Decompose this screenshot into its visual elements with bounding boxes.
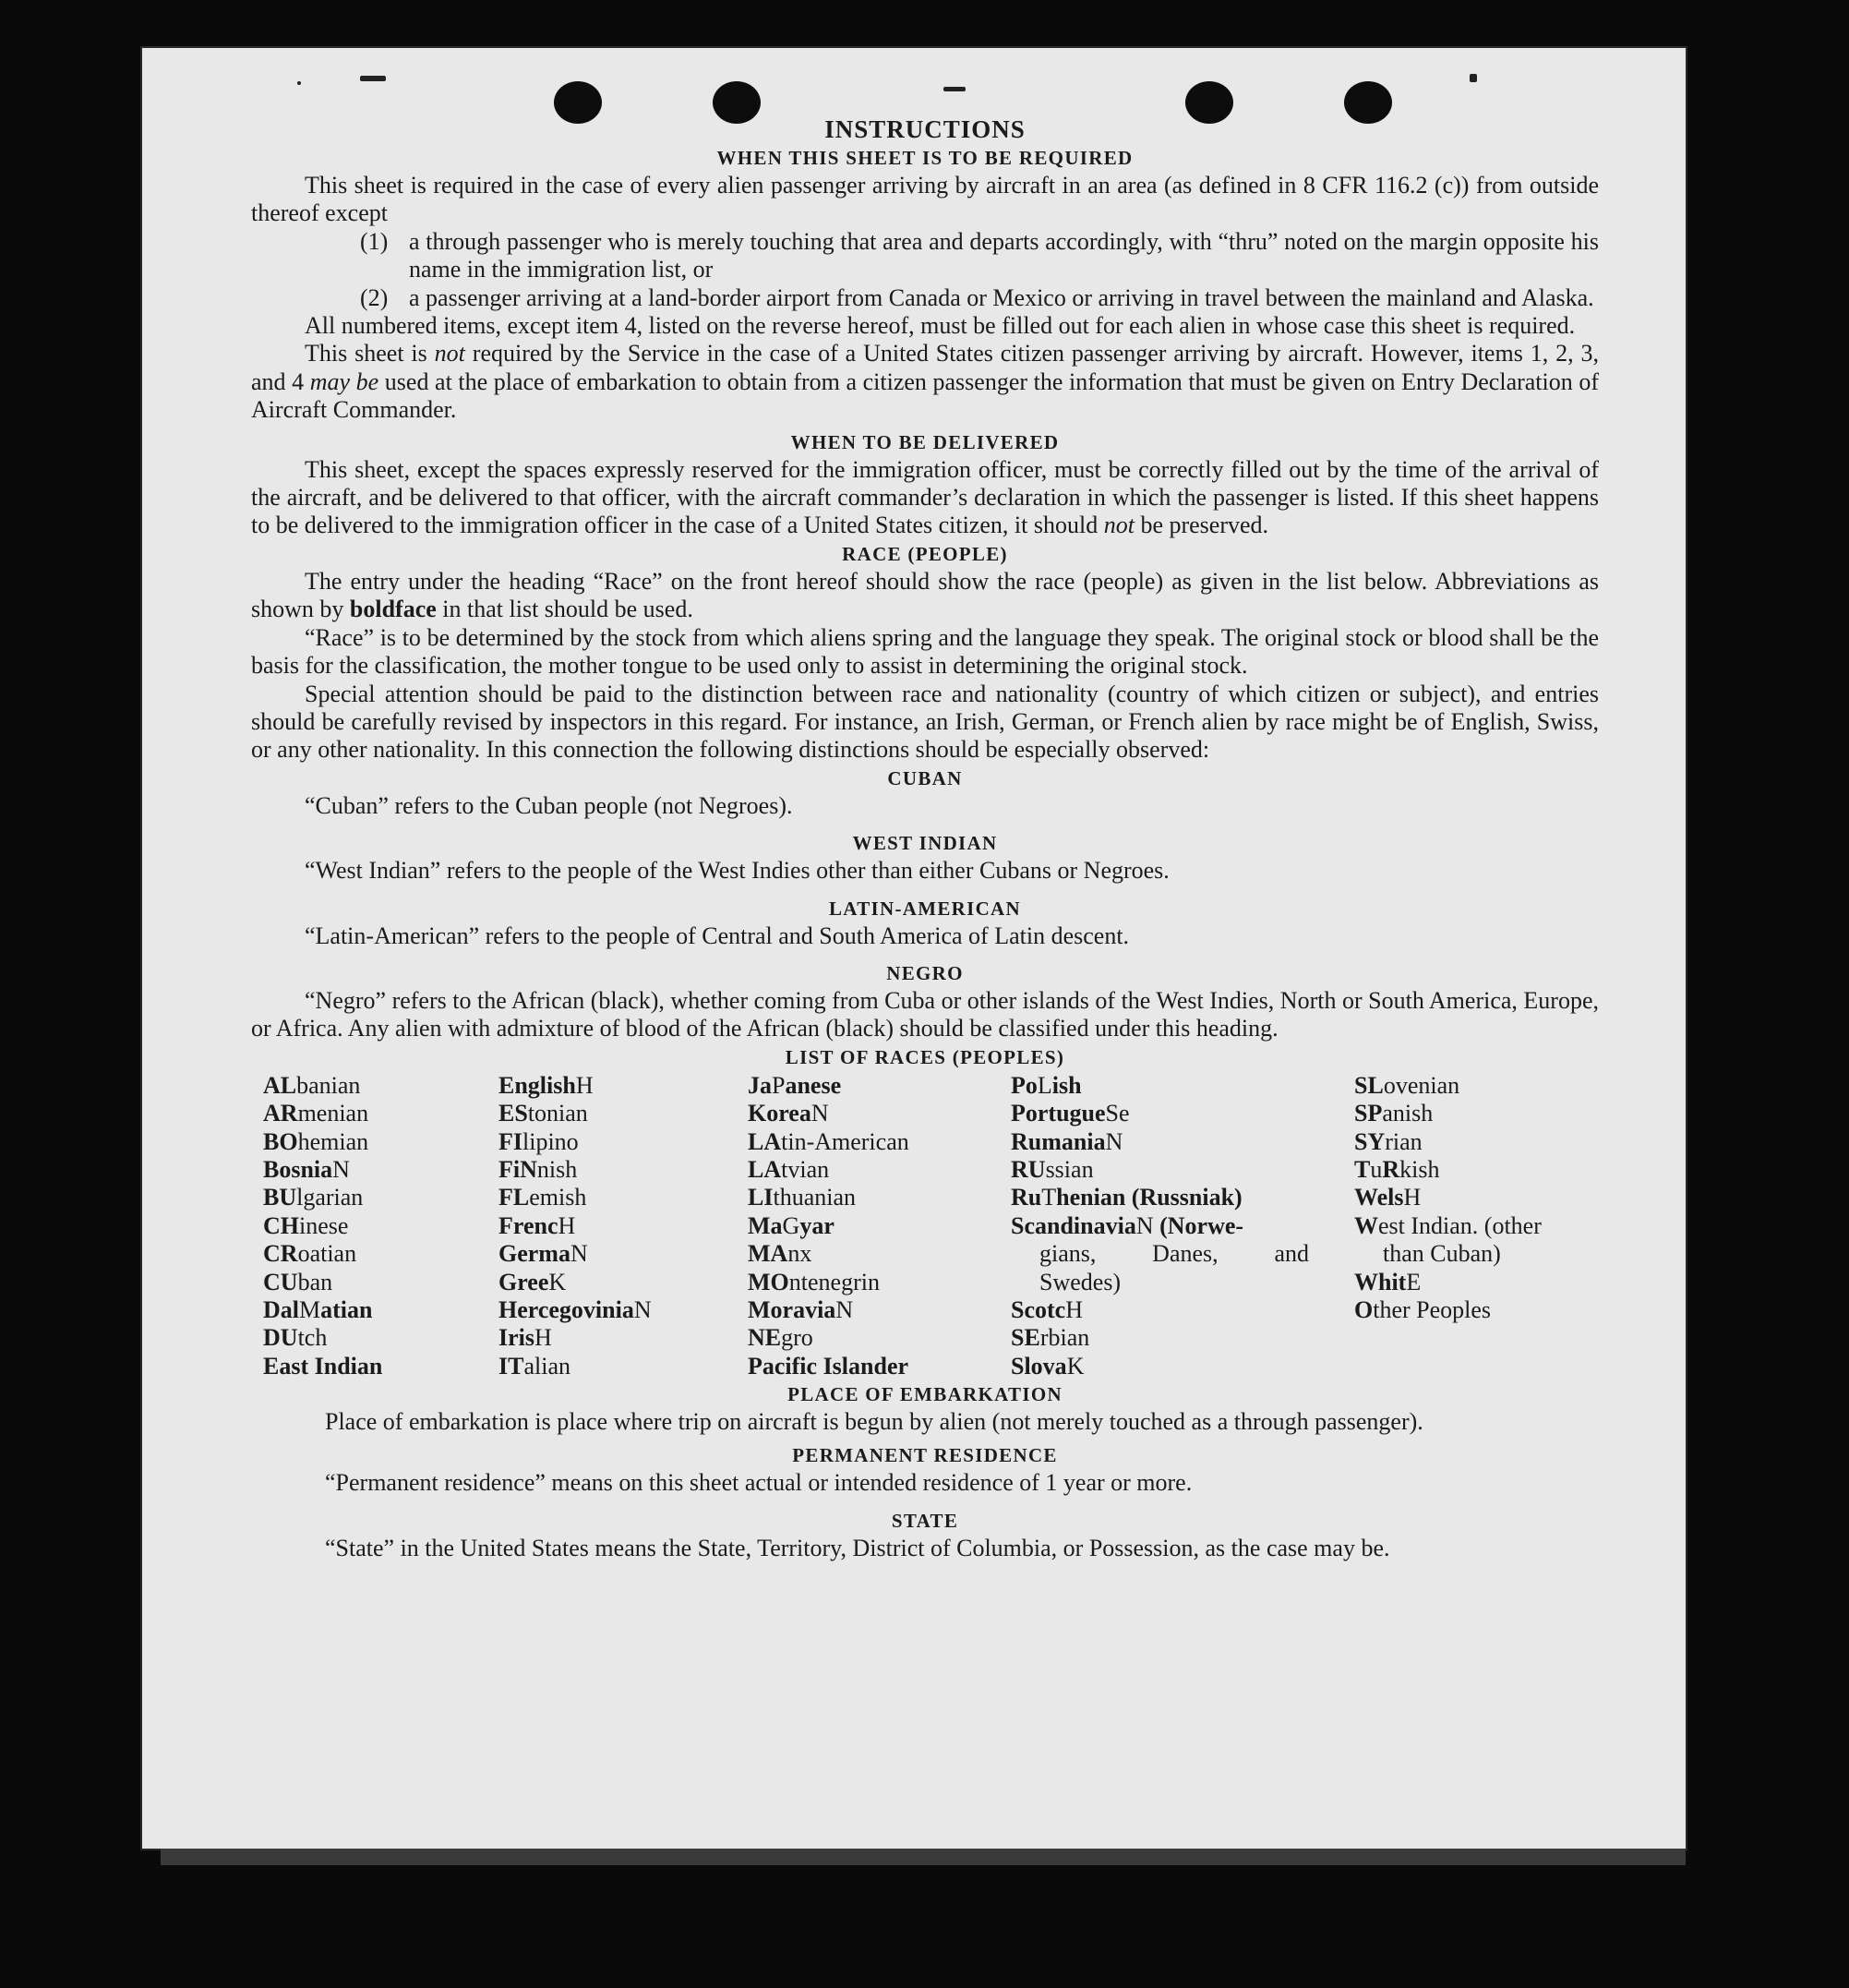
race-entry bbox=[263, 1184, 382, 1211]
races-column bbox=[1354, 1072, 1542, 1325]
smudge-mark bbox=[943, 87, 966, 91]
race-entry bbox=[1011, 1269, 1309, 1296]
race-abbrev: SY bbox=[1354, 1127, 1386, 1155]
race-entry bbox=[1011, 1072, 1309, 1100]
race-abbrev: CR bbox=[263, 1240, 298, 1268]
race-entry bbox=[1354, 1240, 1542, 1268]
race-entry bbox=[748, 1072, 909, 1100]
emphasis: not bbox=[434, 340, 465, 367]
paragraph: This sheet is required in the case of every alien passenger arriving by aircraft in an area (as defined in 8 CFR 116.2 (c)) from outside thereof except bbox=[251, 172, 1599, 227]
paragraph: “Latin-American” refers to the people of Central and South America of Latin descent. bbox=[305, 922, 1130, 949]
race-entry bbox=[1011, 1296, 1309, 1324]
race-abbrev: CH bbox=[263, 1211, 299, 1239]
smudge-mark bbox=[360, 76, 386, 81]
race-abbrev: DU bbox=[263, 1324, 298, 1352]
section-heading: WHEN TO BE DELIVERED bbox=[790, 430, 1060, 453]
text-run: This sheet, except the spaces expressly reserved for the immigration officer, must be correctly filled out by the time of the arrival of the aircraft, and be delivered to that officer, with the aircraft commander’s declaration in which the passenger is listed. If this sheet happens to be delivered to the immigration officer in the case of a United States citizen, it should bbox=[251, 455, 1599, 539]
race-entry bbox=[748, 1324, 909, 1352]
paragraph: “Negro” refers to the African (black), whether coming from Cuba or other islands of the West Indies, North or South America, Europe, or Africa. Any alien with admixture of blood of the African (black) should be classified under this heading. bbox=[251, 986, 1599, 1042]
race-abbrev: Portugue bbox=[1011, 1100, 1106, 1127]
race-entry bbox=[498, 1353, 652, 1380]
race-text: N bbox=[570, 1240, 588, 1268]
section-heading: WHEN THIS SHEET IS TO BE REQUIRED bbox=[716, 147, 1134, 169]
race-text: oatian bbox=[297, 1240, 357, 1268]
race-entry bbox=[1354, 1296, 1542, 1324]
race-abbrev: BO bbox=[263, 1127, 298, 1155]
race-text: anish bbox=[1382, 1100, 1434, 1127]
race-entry bbox=[498, 1100, 652, 1127]
race-entry bbox=[498, 1240, 652, 1268]
race-abbrev: ish bbox=[1051, 1071, 1082, 1099]
paragraph: All numbered items, except item 4, listed on the reverse hereof, must be filled out for each alien in whose case this sheet is required. bbox=[305, 312, 1576, 340]
race-abbrev: Gree bbox=[498, 1268, 549, 1295]
races-column bbox=[263, 1072, 382, 1380]
race-text: rbian bbox=[1039, 1324, 1090, 1352]
race-abbrev: atian bbox=[320, 1296, 373, 1323]
race-entry bbox=[263, 1128, 382, 1156]
item-number: (2) bbox=[360, 283, 389, 311]
race-abbrev: Ja bbox=[748, 1071, 772, 1099]
race-text: inese bbox=[299, 1211, 349, 1239]
race-abbrev: IT bbox=[498, 1352, 524, 1380]
section-heading: LIST OF RACES (PEOPLES) bbox=[785, 1045, 1065, 1068]
race-entry bbox=[498, 1156, 652, 1184]
race-abbrev: O bbox=[1354, 1296, 1374, 1323]
paragraph: “West Indian” refers to the people of the West Indies other than either Cubans or Negroes. bbox=[305, 857, 1170, 885]
race-abbrev: Slova bbox=[1011, 1352, 1067, 1380]
race-entry bbox=[498, 1212, 652, 1240]
race-abbrev: SL bbox=[1354, 1071, 1384, 1099]
paragraph: “Cuban” refers to the Cuban people (not Negroes). bbox=[305, 791, 793, 819]
race-abbrev: MA bbox=[748, 1240, 788, 1268]
race-text: gro bbox=[781, 1324, 813, 1352]
race-entry bbox=[1354, 1100, 1542, 1127]
page-title: INSTRUCTIONS bbox=[824, 115, 1026, 143]
item-text: a through passenger who is merely touching that area and departs accordingly, with “thru” noted on the margin opposite his name in the immigration list, or bbox=[409, 227, 1599, 283]
race-text: alian bbox=[523, 1352, 570, 1380]
race-abbrev: yar bbox=[799, 1211, 834, 1239]
race-entry bbox=[498, 1072, 652, 1100]
race-text: than Cuban) bbox=[1383, 1240, 1501, 1268]
race-entry bbox=[263, 1269, 382, 1296]
item-text: a passenger arriving at a land-border airport from Canada or Mexico or arriving in travel between the mainland and Alaska. bbox=[409, 283, 1594, 311]
race-abbrev: Wels bbox=[1354, 1184, 1404, 1211]
paragraph bbox=[251, 456, 1599, 540]
race-text: ther Peoples bbox=[1373, 1296, 1492, 1323]
race-entry bbox=[1011, 1240, 1309, 1268]
race-abbrev: Pacific Islander bbox=[748, 1352, 909, 1380]
race-entry bbox=[748, 1184, 909, 1211]
paragraph bbox=[251, 568, 1599, 624]
race-entry bbox=[498, 1269, 652, 1296]
race-abbrev: Bosnia bbox=[263, 1155, 333, 1183]
race-abbrev: Iris bbox=[498, 1324, 534, 1352]
race-text: ssian bbox=[1045, 1155, 1094, 1183]
race-text: T bbox=[1041, 1184, 1057, 1211]
race-abbrev: SP bbox=[1354, 1100, 1383, 1127]
race-text: K bbox=[548, 1268, 567, 1295]
bold-text: boldface bbox=[349, 596, 437, 623]
race-text: H bbox=[1065, 1296, 1083, 1323]
race-abbrev: SE bbox=[1011, 1324, 1040, 1352]
race-text: ntenegrin bbox=[788, 1268, 880, 1295]
race-entry bbox=[498, 1184, 652, 1211]
section-heading: CUBAN bbox=[887, 766, 963, 789]
item-number: (1) bbox=[360, 227, 389, 255]
race-text: N bbox=[835, 1296, 854, 1323]
race-abbrev: LI bbox=[748, 1184, 774, 1211]
text-run: The entry under the heading “Race” on the front hereof should show the race (people) as given in the list below. Abbreviations as shown by bbox=[251, 567, 1599, 623]
list-item bbox=[251, 284, 1599, 312]
race-entry bbox=[1354, 1269, 1542, 1296]
race-entry bbox=[263, 1156, 382, 1184]
race-entry bbox=[748, 1100, 909, 1127]
race-entry bbox=[1354, 1072, 1542, 1100]
race-entry bbox=[748, 1128, 909, 1156]
race-entry bbox=[1011, 1100, 1309, 1127]
race-entry bbox=[263, 1212, 382, 1240]
race-abbrev: Frenc bbox=[498, 1211, 558, 1239]
section-heading: WEST INDIAN bbox=[852, 832, 998, 855]
sheet-shadow bbox=[161, 1849, 1686, 1865]
race-abbrev: Moravia bbox=[748, 1296, 836, 1323]
race-text: H bbox=[558, 1211, 576, 1239]
race-entry bbox=[263, 1100, 382, 1127]
race-entry bbox=[1011, 1324, 1309, 1352]
section-heading: PERMANENT RESIDENCE bbox=[792, 1444, 1058, 1467]
section-heading: LATIN-AMERICAN bbox=[829, 897, 1021, 920]
race-abbrev: LA bbox=[748, 1155, 782, 1183]
section-heading: RACE (PEOPLE) bbox=[842, 542, 1008, 565]
race-text: G bbox=[782, 1211, 800, 1239]
race-text: ban bbox=[297, 1268, 333, 1295]
race-text: E bbox=[1406, 1268, 1422, 1295]
race-entry bbox=[1011, 1353, 1309, 1380]
races-list bbox=[251, 1072, 1599, 1379]
race-text: lipino bbox=[522, 1127, 579, 1155]
race-abbrev: MO bbox=[748, 1268, 789, 1295]
race-entry bbox=[1354, 1156, 1542, 1184]
text-run: be preserved. bbox=[1134, 512, 1269, 539]
race-text: N bbox=[810, 1100, 829, 1127]
race-abbrev: Rumania bbox=[1011, 1127, 1106, 1155]
race-text: tin-American bbox=[781, 1127, 909, 1155]
race-entry bbox=[263, 1072, 382, 1100]
section-heading: NEGRO bbox=[886, 961, 964, 984]
race-text: est Indian. (other bbox=[1378, 1211, 1542, 1239]
race-entry bbox=[748, 1269, 909, 1296]
race-text: Swedes) bbox=[1039, 1268, 1122, 1295]
race-text: H bbox=[1403, 1184, 1422, 1211]
text-run: This sheet is bbox=[305, 340, 435, 367]
race-text: N bbox=[633, 1296, 652, 1323]
race-entry bbox=[1354, 1184, 1542, 1211]
race-abbrev: (Norwe- bbox=[1153, 1211, 1244, 1239]
smudge-mark bbox=[297, 81, 301, 85]
race-abbrev: Po bbox=[1011, 1071, 1038, 1099]
race-abbrev: LA bbox=[748, 1127, 782, 1155]
race-entry bbox=[263, 1324, 382, 1352]
race-text: lgarian bbox=[296, 1184, 364, 1211]
race-entry bbox=[1354, 1128, 1542, 1156]
race-text: P bbox=[772, 1071, 786, 1099]
race-abbrev: BU bbox=[263, 1184, 297, 1211]
race-text: L bbox=[1037, 1071, 1052, 1099]
text-run: in that list should be used. bbox=[436, 596, 693, 623]
race-abbrev: NE bbox=[748, 1324, 782, 1352]
paragraph bbox=[251, 340, 1599, 424]
race-entry bbox=[498, 1324, 652, 1352]
section-heading: PLACE OF EMBARKATION bbox=[787, 1382, 1063, 1405]
race-text: K bbox=[1066, 1352, 1085, 1380]
race-text: tonian bbox=[527, 1100, 588, 1127]
race-entry bbox=[263, 1240, 382, 1268]
text-run: used at the place of embarkation to obtain from a citizen passenger the information that must be given on Entry Declaration of Aircraft Commander. bbox=[251, 367, 1600, 424]
race-entry bbox=[748, 1212, 909, 1240]
race-text: gians, Danes, and bbox=[1039, 1240, 1309, 1268]
race-entry bbox=[748, 1353, 909, 1380]
emphasis: may be bbox=[309, 367, 379, 395]
race-text: M bbox=[299, 1296, 321, 1323]
race-entry bbox=[1011, 1128, 1309, 1156]
race-entry bbox=[748, 1240, 909, 1268]
race-abbrev: Dal bbox=[263, 1296, 299, 1323]
text-run: required by the Service in the case of a United States citizen passenger arriving by aircraft. However, items 1, 2, 3, and 4 bbox=[251, 340, 1599, 395]
race-entry bbox=[748, 1156, 909, 1184]
race-entry bbox=[1011, 1184, 1309, 1211]
race-abbrev: East Indian bbox=[263, 1352, 383, 1380]
race-text: u bbox=[1370, 1155, 1383, 1183]
race-text: hemian bbox=[297, 1127, 369, 1155]
race-abbrev: AR bbox=[263, 1100, 298, 1127]
race-text: H bbox=[575, 1071, 594, 1099]
race-entry bbox=[263, 1353, 382, 1380]
races-column bbox=[1011, 1072, 1309, 1380]
race-abbrev: CU bbox=[263, 1268, 298, 1295]
race-entry bbox=[263, 1296, 382, 1324]
race-text: ovenian bbox=[1383, 1071, 1460, 1099]
race-text: tvian bbox=[781, 1155, 830, 1183]
race-text: tch bbox=[297, 1324, 328, 1352]
race-abbrev: Whit bbox=[1354, 1268, 1407, 1295]
race-entry bbox=[498, 1296, 652, 1324]
race-abbrev: Germa bbox=[498, 1240, 570, 1268]
race-abbrev: Ru bbox=[1011, 1184, 1042, 1211]
race-text: kish bbox=[1399, 1155, 1440, 1183]
race-abbrev: FI bbox=[498, 1127, 522, 1155]
section-heading: STATE bbox=[891, 1509, 959, 1532]
race-abbrev: Hercegovinia bbox=[498, 1296, 634, 1323]
race-text: banian bbox=[296, 1071, 361, 1099]
emphasis: not bbox=[1103, 512, 1135, 539]
race-abbrev: English bbox=[498, 1071, 576, 1099]
paragraph: Place of embarkation is place where trip on aircraft is begun by alien (not merely touched as a through passenger). bbox=[325, 1407, 1423, 1435]
list-item bbox=[251, 228, 1599, 284]
smudge-mark bbox=[1470, 74, 1477, 82]
race-entry bbox=[1011, 1212, 1309, 1240]
races-column bbox=[498, 1072, 652, 1380]
race-text: rian bbox=[1385, 1127, 1423, 1155]
race-entry bbox=[748, 1296, 909, 1324]
race-abbrev: FL bbox=[498, 1184, 530, 1211]
instructions-text bbox=[251, 109, 1599, 1562]
race-text: menian bbox=[297, 1100, 369, 1127]
race-entry bbox=[1011, 1156, 1309, 1184]
race-entry bbox=[498, 1128, 652, 1156]
race-text: nish bbox=[536, 1155, 578, 1183]
race-abbrev: RU bbox=[1011, 1155, 1046, 1183]
race-abbrev: FiN bbox=[498, 1155, 537, 1183]
race-abbrev: henian (Russniak) bbox=[1056, 1184, 1243, 1211]
race-abbrev: Korea bbox=[748, 1100, 811, 1127]
race-text: nx bbox=[787, 1240, 812, 1268]
race-abbrev: Ma bbox=[748, 1211, 783, 1239]
race-abbrev: T bbox=[1354, 1155, 1371, 1183]
race-abbrev: R bbox=[1382, 1155, 1400, 1183]
race-abbrev: W bbox=[1354, 1211, 1378, 1239]
race-abbrev: ES bbox=[498, 1100, 528, 1127]
race-entry bbox=[1354, 1212, 1542, 1240]
paragraph: “State” in the United States means the State, Territory, District of Columbia, or Possession, as the case may be. bbox=[325, 1534, 1390, 1561]
paragraph: “Permanent residence” means on this sheet actual or intended residence of 1 year or more. bbox=[325, 1469, 1193, 1497]
paragraph: “Race” is to be determined by the stock from which aliens spring and the language they speak. The original stock or blood shall be the basis for the classification, the mother tongue to be used only to assist in determining the original stock. bbox=[251, 623, 1599, 680]
race-abbrev: Scotc bbox=[1011, 1296, 1066, 1323]
race-abbrev: anese bbox=[785, 1071, 842, 1099]
race-text: N bbox=[1135, 1211, 1154, 1239]
race-text: Se bbox=[1105, 1100, 1130, 1127]
race-text: N bbox=[332, 1155, 350, 1183]
paragraph: Special attention should be paid to the distinction between race and nationality (country of which citizen or subject), and entries should be carefully revised by inspectors in this regard. For instance, an Irish, German, or French alien by race might be of English, Swiss, or any other nationality. In this connection the following distinctions should be especially observed: bbox=[251, 680, 1599, 764]
races-column bbox=[748, 1072, 909, 1380]
race-text: thuanian bbox=[773, 1184, 856, 1211]
race-text: H bbox=[534, 1324, 552, 1352]
race-text: emish bbox=[529, 1184, 587, 1211]
race-abbrev: Scandinavia bbox=[1011, 1211, 1136, 1239]
race-text: N bbox=[1105, 1127, 1123, 1155]
race-abbrev: AL bbox=[263, 1071, 297, 1099]
